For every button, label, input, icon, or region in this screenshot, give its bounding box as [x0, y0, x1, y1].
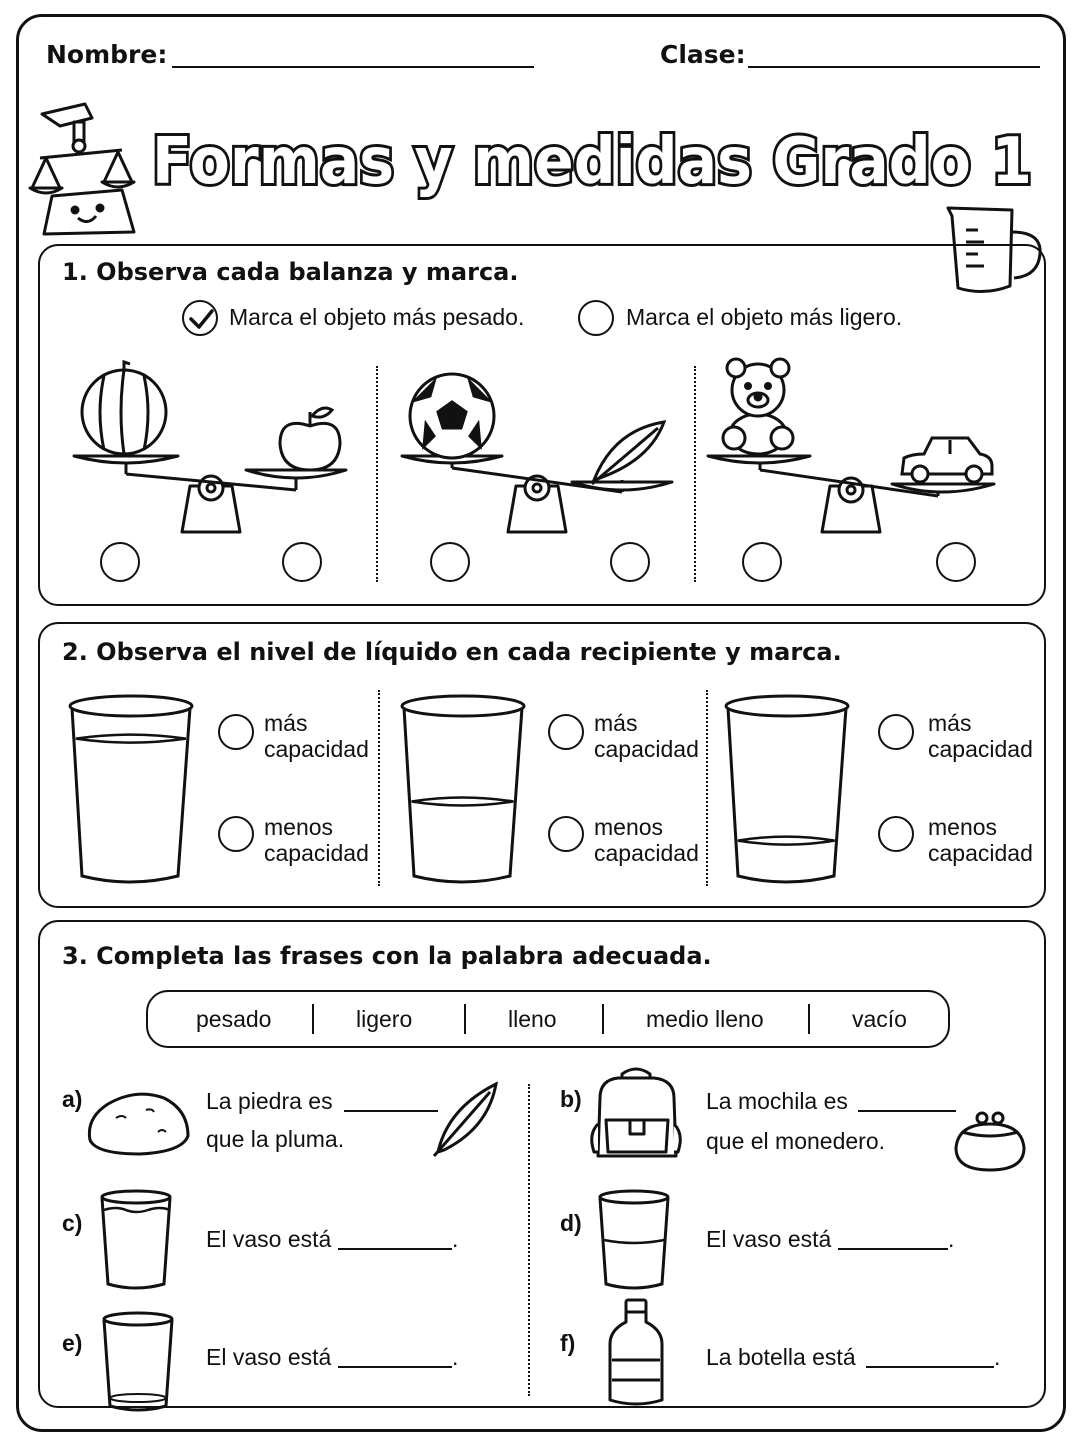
section-3-title: 3. Completa las frases con la palabra adecuada. [62, 942, 712, 970]
word-bank-item: ligero [356, 1006, 413, 1032]
feather-icon [592, 422, 664, 484]
word-bank-item: vacío [852, 1006, 907, 1032]
scale-1-right-option[interactable] [282, 542, 322, 582]
item-d-period: . [948, 1226, 955, 1252]
divider [464, 1004, 466, 1034]
item-a-line2: que la pluma. [206, 1126, 345, 1152]
watermelon-icon [82, 362, 166, 454]
option-more-label: capacidad [928, 736, 1033, 762]
legend-heavy-text: Marca el objeto más pesado. [229, 304, 525, 330]
item-e-period: . [452, 1344, 459, 1370]
section-2-title: 2. Observa el nivel de líquido en cada recipiente y marca. [62, 638, 842, 666]
divider [602, 1004, 604, 1034]
item-a-line1: La piedra es [206, 1088, 333, 1114]
item-f-line1: La botella está [706, 1344, 856, 1370]
option-more-label: más [264, 710, 308, 736]
feather-icon [430, 1080, 502, 1160]
legend-light-marker [578, 300, 614, 336]
item-f-letter: f) [560, 1330, 576, 1356]
container-1-less-option[interactable] [218, 816, 254, 852]
container-1-liquid [76, 735, 186, 743]
container-2-liquid [412, 798, 514, 806]
item-b-letter: b) [560, 1086, 582, 1112]
kitchen-scale-icon [30, 96, 145, 236]
teddy-bear-icon [723, 359, 793, 454]
item-f-period: . [994, 1344, 1001, 1370]
word-bank-item: lleno [508, 1006, 557, 1032]
container-3-more-option[interactable] [878, 714, 914, 750]
option-more-label: capacidad [264, 736, 369, 762]
divider [376, 366, 378, 582]
divider [528, 1084, 530, 1396]
item-b-line2: que el monedero. [706, 1128, 886, 1154]
glass-empty-icon [100, 1312, 178, 1412]
word-bank-item: pesado [196, 1006, 272, 1032]
scale-1-left-option[interactable] [100, 542, 140, 582]
option-less-label: menos [594, 814, 664, 840]
bottle-icon [604, 1296, 668, 1410]
container-2-more-option[interactable] [548, 714, 584, 750]
scale-3-left-option[interactable] [742, 542, 782, 582]
item-e-answer-blank[interactable] [338, 1366, 452, 1368]
balance-scale-2 [396, 360, 686, 540]
divider [808, 1004, 810, 1034]
class-label: Clase: [660, 40, 746, 69]
coin-purse-icon [948, 1108, 1032, 1174]
item-a-letter: a) [62, 1086, 83, 1112]
balance-scale-3 [706, 350, 1006, 540]
option-less-label: capacidad [264, 840, 369, 866]
item-c-answer-blank[interactable] [338, 1248, 452, 1250]
item-c-line1: El vaso está [206, 1226, 332, 1252]
section-1-title: 1. Observa cada balanza y marca. [62, 258, 519, 286]
item-d-line1: El vaso está [706, 1226, 832, 1252]
backpack-icon [586, 1064, 686, 1164]
page-title: Formas y medidas Grado 1 [152, 125, 1032, 199]
option-more-label: más [594, 710, 638, 736]
option-more-label: capacidad [594, 736, 699, 762]
option-less-label: menos [928, 814, 998, 840]
container-1-glass-icon [68, 694, 198, 888]
item-d-letter: d) [560, 1210, 582, 1236]
item-b-line1: La mochila es [706, 1088, 848, 1114]
soccer-ball-icon [410, 374, 494, 458]
scale-2-left-option[interactable] [430, 542, 470, 582]
page-title-graphic [0, 0, 1086, 240]
option-less-label: menos [264, 814, 334, 840]
scale-2-right-option[interactable] [610, 542, 650, 582]
stone-icon [86, 1088, 192, 1158]
container-1-more-option[interactable] [218, 714, 254, 750]
container-3-less-option[interactable] [878, 816, 914, 852]
word-bank-item: medio lleno [646, 1006, 764, 1032]
divider [312, 1004, 314, 1034]
apple-icon [280, 408, 340, 470]
item-d-answer-blank[interactable] [838, 1248, 948, 1250]
option-less-label: capacidad [928, 840, 1033, 866]
item-f-answer-blank[interactable] [866, 1366, 994, 1368]
item-c-period: . [452, 1226, 459, 1252]
container-2-glass-icon [400, 694, 530, 888]
item-e-letter: e) [62, 1330, 83, 1356]
option-less-label: capacidad [594, 840, 699, 866]
divider [706, 690, 708, 886]
divider [694, 366, 696, 582]
item-c-letter: c) [62, 1210, 83, 1236]
glass-full-icon [98, 1190, 176, 1290]
name-label: Nombre: [46, 40, 168, 69]
item-e-line1: El vaso está [206, 1344, 332, 1370]
toy-car-icon [902, 438, 992, 482]
checkmark-icon [188, 307, 216, 331]
glass-half-icon [596, 1190, 674, 1290]
balance-scale-1 [70, 360, 360, 540]
container-3-liquid [738, 837, 835, 845]
item-b-answer-blank[interactable] [858, 1110, 956, 1112]
legend-heavy-marker [182, 300, 218, 336]
scale-3-right-option[interactable] [936, 542, 976, 582]
option-more-label: más [928, 710, 972, 736]
item-a-answer-blank[interactable] [344, 1110, 438, 1112]
legend-light-text: Marca el objeto más ligero. [626, 304, 903, 330]
container-2-less-option[interactable] [548, 816, 584, 852]
divider [378, 690, 380, 886]
container-3-glass-icon [724, 694, 854, 888]
